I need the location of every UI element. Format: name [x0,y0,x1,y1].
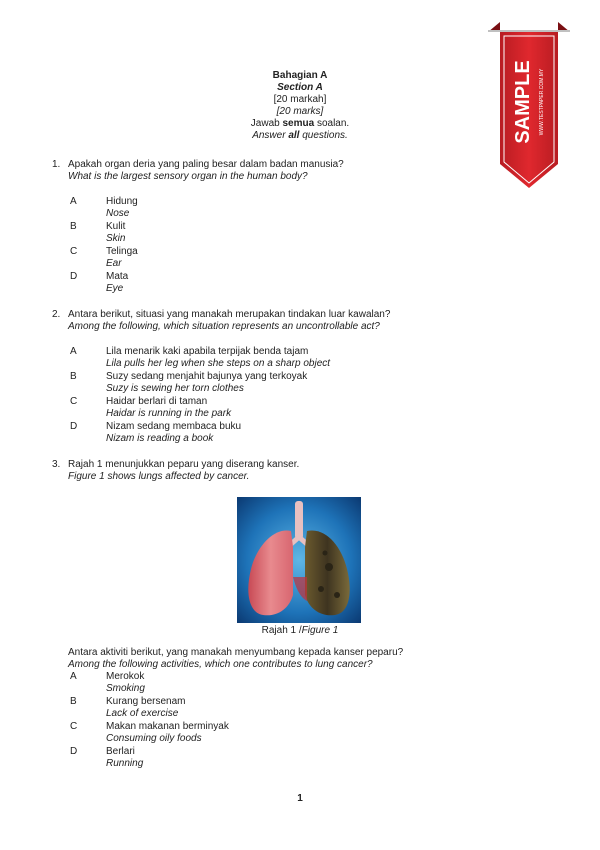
instruction-ms [0,118,600,130]
option-text-en: Ear [106,258,122,269]
option-text-en: Smoking [106,683,145,694]
option-text-en: Suzy is sewing her torn clothes [106,383,244,394]
instr-en-post: questions. [299,130,348,141]
section-title-ms: Bahagian A [272,70,328,81]
question-stem [68,647,508,671]
section-header [0,70,600,142]
section-title-en: Section A [277,82,323,93]
option-text-ms: Haidar berlari di taman [106,396,208,407]
stem-en: Figure 1 shows lungs affected by cancer. [68,471,250,482]
ribbon-site: WWW.TESTPAPER.COM.MY [539,68,545,136]
option-letter: B [70,696,77,707]
stem-en: What is the largest sensory organ in the human body? [68,171,308,182]
question-stem [68,309,508,333]
option-letter: B [70,221,77,232]
lungs-image [237,497,361,623]
option-letter: A [70,671,77,682]
figure-caption [0,625,600,636]
option-text-ms: Merokok [106,671,145,682]
option-text-en: Lack of exercise [106,708,179,719]
option-letter: D [70,421,78,432]
instr-ms-bold: semua [282,118,315,129]
instr-en-pre: Answer [252,130,289,141]
instr-ms-pre: Jawab [250,118,283,129]
option-text-ms: Mata [106,271,129,282]
option-letter: B [70,371,77,382]
stem-ms: Apakah organ deria yang paling besar dalam badan manusia? [68,159,344,170]
option-letter: C [70,396,78,407]
option-letter: C [70,246,78,257]
option-text-ms: Lila menarik kaki apabila terpijak benda tajam [106,346,309,357]
question-number: 3. [52,459,61,470]
option-letter: A [70,196,77,207]
option-text-en: Nose [106,208,130,219]
stem2-ms: Antara aktiviti berikut, yang manakah menyumbang kepada kanser peparu? [68,647,404,658]
ribbon-word: SAMPLE [512,60,534,144]
option-text-en: Skin [106,233,126,244]
option-text-ms: Kurang bersenam [106,696,186,707]
option-text-en: Nizam is reading a book [106,433,214,444]
option-text-ms: Nizam sedang membaca buku [106,421,242,432]
option-text-en: Lila pulls her leg when she steps on a sharp object [106,358,331,369]
option-text-en: Eye [106,283,124,294]
instr-ms-post: soalan. [314,118,350,129]
option-text-ms: Makan makanan berminyak [106,721,229,732]
option-letter: D [70,746,78,757]
instr-en-bold: all [288,130,300,141]
option-letter: D [70,271,78,282]
question-number: 2. [52,309,61,320]
stem-ms: Antara berikut, situasi yang manakah merupakan tindakan luar kawalan? [68,309,391,320]
question-number: 1. [52,159,61,170]
option-text-ms: Berlari [106,746,135,757]
instruction-en [0,130,600,142]
question-stem [68,459,508,483]
lungs-figure [237,497,361,623]
option-letter: A [70,346,77,357]
marks-ms: [20 markah] [273,94,327,105]
option-text-en: Consuming oily foods [106,733,202,744]
page-number: 1 [297,793,303,804]
question-stem [68,159,508,183]
option-text-ms: Kulit [106,221,126,232]
caption-en: Figure 1 [301,625,339,636]
stem-en: Among the following, which situation represents an uncontrollable act? [68,321,380,332]
option-text-ms: Hidung [106,196,138,207]
option-text-en: Running [106,758,144,769]
caption-ms: Rajah 1 / [261,625,302,636]
stem-ms: Rajah 1 menunjukkan peparu yang diserang kanser. [68,459,300,470]
stem2-en: Among the following activities, which one contributes to lung cancer? [68,659,373,670]
option-text-ms: Telinga [106,246,138,257]
marks-en: [20 marks] [276,106,324,117]
option-text-en: Haidar is running in the park [106,408,232,419]
option-letter: C [70,721,78,732]
option-text-ms: Suzy sedang menjahit bajunya yang terkoyak [106,371,308,382]
